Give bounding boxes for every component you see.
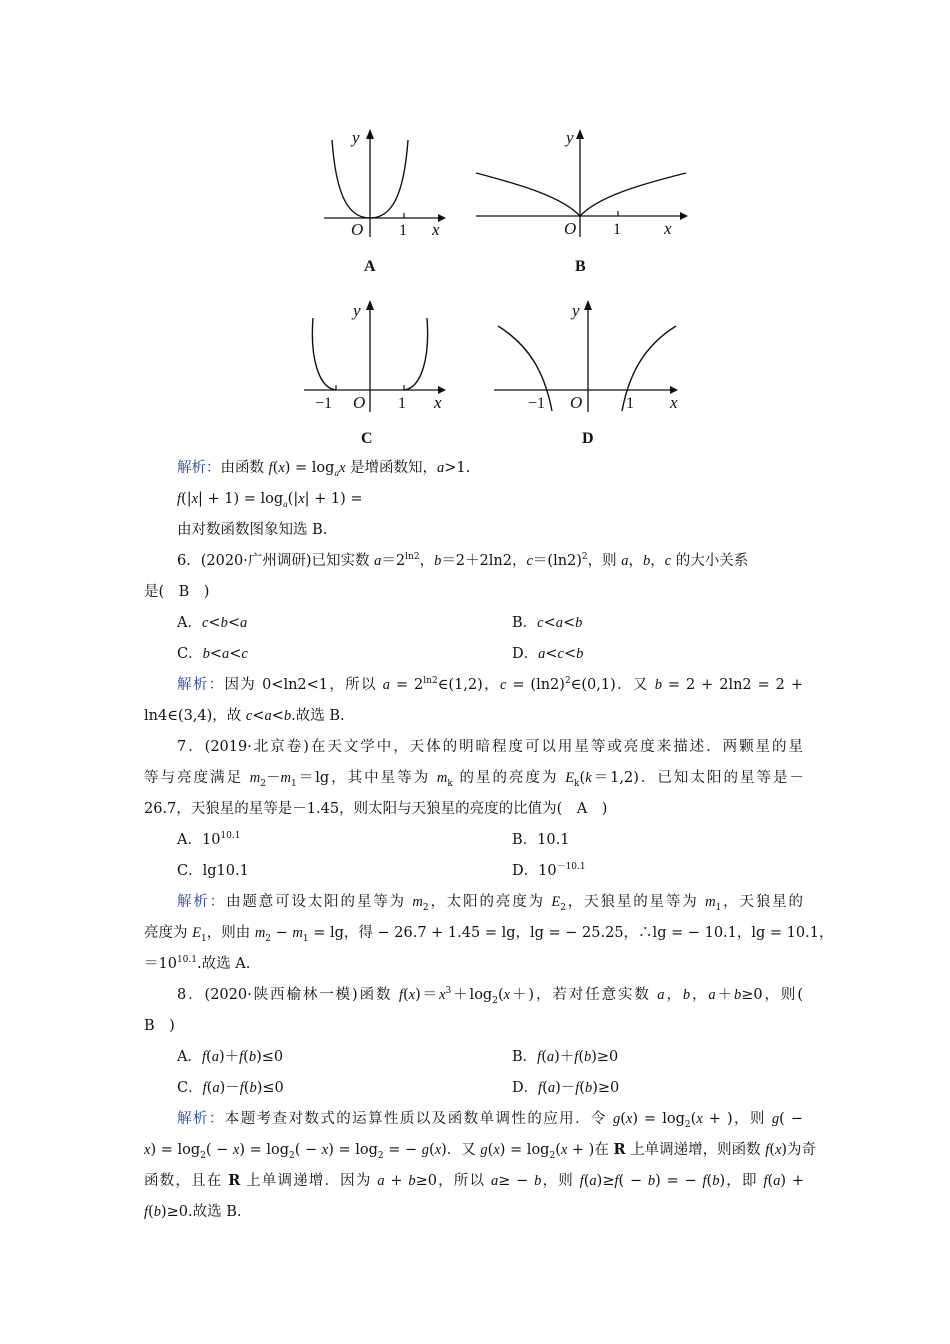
x-label: x	[432, 220, 440, 239]
graph-d	[490, 296, 690, 416]
curve-b-right	[580, 173, 686, 216]
curve-b-left	[476, 173, 580, 216]
q8-solution-line4: f(b)≥0.故选 B.	[144, 1204, 242, 1220]
tick-minus-1: −1	[528, 395, 546, 412]
solution-label: 解析：	[177, 1111, 225, 1127]
origin-label: O	[353, 393, 366, 412]
q7-solution-line2: 亮度为 $E_1$，则由 $m_2 - m_1 = \lg$，得 − 26.7 + 1.45 = lg，lg = − 25.25，∴lg = − 10.1，lg = 10.1，	[144, 925, 834, 944]
y-label: y	[572, 301, 580, 320]
curve-c-right	[404, 318, 428, 390]
q7-solution-line3: $=10^{10.1}$.故选 A.	[144, 955, 251, 972]
y-label: y	[353, 301, 361, 320]
graph-a	[318, 125, 448, 240]
tick-1: 1	[398, 395, 406, 412]
q7-solution-line1: 解析：由题意可设太阳的星等为 $m_2$，太阳的亮度为 $E_2$，天狼星的星等为 $m_1$，天狼星的	[177, 894, 804, 913]
origin-label: O	[570, 393, 583, 412]
q8-option-a: A．f(a)＋f(b)≤0	[177, 1049, 284, 1065]
y-label: y	[352, 128, 360, 147]
q8-stem-line2: B )	[144, 1018, 175, 1034]
q8-stem-line1: 8．(2020·陕西榆林一模)函数 $f(x)=x^3+\log_2(x+)$，若对任意实数 a，b，a＋b≥0，则(	[177, 986, 803, 1006]
q6-solution-line1: 解析：因为 0<ln2<1，所以 $a = 2^{ln2}\in(1,2)$，$c = (\ln 2)^2\in(0,1)$．又 b = 2 + 2ln2 = 2 +	[177, 676, 803, 693]
q7-stem-line2: 等与亮度满足 $m_2-m_1=\lg$，其中星等为 $m_k$ 的星的亮度为 $E_k(k=1,2)$．已知太阳的星等是－	[144, 770, 805, 789]
y-label: y	[566, 128, 574, 147]
q6-option-a: A．c<b<a	[177, 615, 248, 631]
q6-option-c: C．b<a<c	[177, 646, 248, 662]
origin-label: O	[351, 220, 364, 239]
q6-option-d: D．a<c<b	[512, 646, 584, 662]
q8-option-d: D．f(a)－f(b)≥0	[512, 1080, 620, 1096]
q8-solution-line2: $x) = \log_2( - x) = \log_2( - x) = \log_2$ = − g(x)．又 $g(x) = \log_2(x$ + )在 R 上单调递增，则函数 f(x)为奇	[144, 1141, 817, 1161]
curve-c-left	[312, 318, 336, 390]
solution-label: 解析：	[177, 894, 227, 910]
solution-label: 解析：	[177, 460, 221, 476]
solution-label: 解析：	[177, 677, 225, 693]
q8-solution-line1: 解析：本题考查对数式的运算性质以及函数单调性的应用．令 $g(x) = \log_2(x$ + )，则 g( −	[177, 1111, 804, 1130]
q7-option-d: D．$10^{-10.1}$	[512, 862, 586, 879]
tick-1: 1	[399, 222, 407, 239]
q7-option-c: C．lg10.1	[177, 863, 249, 879]
q6-solution-line2: ln4∈(3,4)，故 c<a<b.故选 B.	[144, 708, 345, 724]
q6-stem-line1: 6．(2020·广州调研)已知实数 $a=2^{ln2}$，b＝2＋2ln2，$c=(\ln 2)^2$，则 a，b，c 的大小关系	[177, 552, 749, 569]
q7-option-b: B．10.1	[512, 832, 570, 848]
origin-label: O	[564, 219, 577, 238]
x-label: x	[434, 393, 442, 412]
tick-1: 1	[613, 221, 621, 238]
x-label: x	[664, 219, 672, 238]
q8-solution-line3: 函数，且在 R 上单调递增．因为 a + b≥0，所以 a≥ − b，则 f(a)≥f( − b) = − f(b)，即 f(a) +	[144, 1172, 804, 1189]
x-label: x	[670, 393, 678, 412]
caption-d: D	[582, 430, 594, 447]
q5-solution-line1: 解析：由函数 $f(x) = \log_ax$ 是增函数知，a>1.	[177, 460, 471, 478]
caption-b: B	[575, 258, 586, 275]
q8-option-c: C．f(a)－f(b)≤0	[177, 1080, 284, 1096]
q7-option-a: A．$10^{10.1}$	[177, 831, 241, 848]
q6-option-b: B．c<a<b	[512, 615, 583, 631]
q7-stem-line3: 26.7，天狼星的星等是－1.45，则太阳与天狼星的亮度的比值为( A )	[144, 801, 608, 817]
tick-1: 1	[626, 395, 634, 412]
graph-b	[472, 125, 692, 240]
graph-c	[300, 296, 450, 416]
caption-a: A	[364, 258, 376, 275]
caption-c: C	[361, 430, 373, 447]
q5-solution-line3: 由对数函数图象知选 B.	[177, 522, 328, 538]
q7-stem-line1: 7．(2019·北京卷)在天文学中，天体的明暗程度可以用星等或亮度来描述．两颗星的星	[177, 739, 803, 755]
tick-minus-1: −1	[315, 395, 333, 412]
q8-option-b: B．f(a)＋f(b)≥0	[512, 1049, 619, 1065]
q6-stem-line2: 是( B )	[144, 584, 210, 600]
q5-solution-line2: $f(|x| + 1) = \log_a(|x| + 1)$ =	[177, 491, 363, 509]
